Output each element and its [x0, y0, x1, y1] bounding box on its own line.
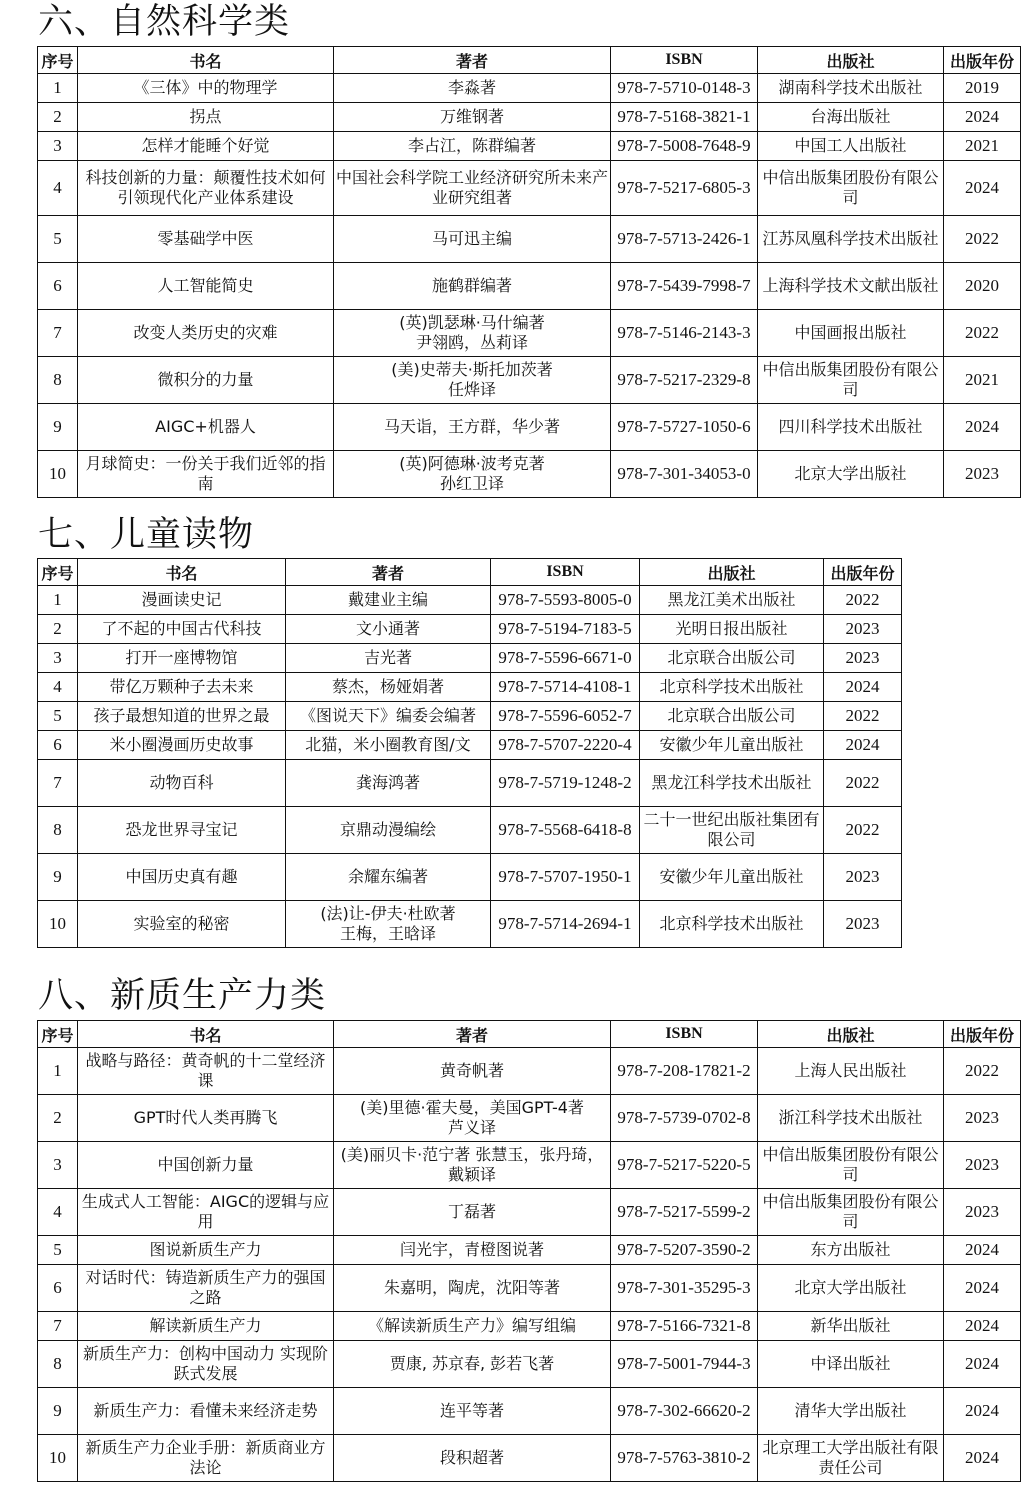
book-title: 新质生产力：看懂未来经济走势: [78, 1388, 334, 1435]
section-title-productivity: 八、新质生产力类: [38, 976, 327, 1016]
book-author: (英)阿德琳·波考克著 孙红卫译: [334, 451, 611, 498]
table-header-row: [38, 47, 1021, 74]
book-number: 4: [38, 673, 78, 702]
col-header-author: 著者: [334, 47, 611, 74]
book-title: 中国历史真有趣: [78, 854, 286, 901]
book-year: 2024: [944, 1435, 1021, 1482]
book-number: 2: [38, 615, 78, 644]
book-publisher: 清华大学出版社: [758, 1388, 944, 1435]
book-isbn: 978-7-5146-2143-3: [611, 310, 758, 357]
book-number: 6: [38, 731, 78, 760]
book-number: 1: [38, 1048, 78, 1095]
book-title: 对话时代：铸造新质生产力的强国之路: [78, 1265, 334, 1312]
book-number: 7: [38, 310, 78, 357]
book-table-productivity: [37, 1020, 1021, 1482]
book-title: 动物百科: [78, 760, 286, 807]
book-title: 新质生产力：创构中国动力 实现阶跃式发展: [78, 1341, 334, 1388]
col-header-year: 出版年份: [944, 1021, 1021, 1048]
book-title: 了不起的中国古代科技: [78, 615, 286, 644]
book-title: 怎样才能睡个好觉: [78, 132, 334, 161]
book-author: 马可迅主编: [334, 216, 611, 263]
book-year: 2024: [824, 731, 902, 760]
table-row: [38, 854, 902, 901]
table-row: [38, 1095, 1021, 1142]
book-title: 实验室的秘密: [78, 901, 286, 948]
book-publisher: 浙江科学技术出版社: [758, 1095, 944, 1142]
book-publisher: 东方出版社: [758, 1236, 944, 1265]
book-title: 新质生产力企业手册：新质商业方法论: [78, 1435, 334, 1482]
book-author: 吉光著: [286, 644, 491, 673]
book-author: 黄奇帆著: [334, 1048, 611, 1095]
book-number: 6: [38, 1265, 78, 1312]
col-header-no: 序号: [38, 47, 78, 74]
table-row: [38, 644, 902, 673]
table-header-row: [38, 559, 902, 586]
book-isbn: 978-7-302-66620-2: [611, 1388, 758, 1435]
col-header-title: 书名: [78, 1021, 334, 1048]
book-isbn: 978-7-301-34053-0: [611, 451, 758, 498]
book-isbn: 978-7-5710-0148-3: [611, 74, 758, 103]
table-row: [38, 404, 1021, 451]
section-title-children: 七、儿童读物: [38, 515, 255, 555]
book-isbn: 978-7-5001-7944-3: [611, 1341, 758, 1388]
book-author: 《解读新质生产力》编写组编: [334, 1312, 611, 1341]
book-author: 段积超著: [334, 1435, 611, 1482]
col-header-isbn: ISBN: [491, 559, 640, 586]
book-year: 2023: [944, 451, 1021, 498]
book-isbn: 978-7-5008-7648-9: [611, 132, 758, 161]
book-publisher: 二十一世纪出版社集团有限公司: [640, 807, 824, 854]
book-year: 2024: [944, 103, 1021, 132]
book-year: 2022: [944, 216, 1021, 263]
book-isbn: 978-7-5593-8005-0: [491, 586, 640, 615]
section-title-science: 六、自然科学类: [38, 2, 291, 42]
book-year: 2022: [944, 1048, 1021, 1095]
col-header-isbn: ISBN: [611, 47, 758, 74]
table-row: [38, 586, 902, 615]
book-title: 生成式人工智能：AIGC的逻辑与应用: [78, 1189, 334, 1236]
book-isbn: 978-7-5217-5599-2: [611, 1189, 758, 1236]
book-author: 余耀东编著: [286, 854, 491, 901]
book-title: 人工智能简史: [78, 263, 334, 310]
book-author: 丁磊著: [334, 1189, 611, 1236]
book-publisher: 北京科学技术出版社: [640, 901, 824, 948]
table-row: [38, 1388, 1021, 1435]
book-author: 中国社会科学院工业经济研究所未来产业研究组著: [334, 161, 611, 216]
book-number: 3: [38, 132, 78, 161]
book-title: 解读新质生产力: [78, 1312, 334, 1341]
book-year: 2020: [944, 263, 1021, 310]
book-year: 2023: [824, 644, 902, 673]
table-row: [38, 310, 1021, 357]
book-publisher: 江苏凤凰科学技术出版社: [758, 216, 944, 263]
book-isbn: 978-7-5217-2329-8: [611, 357, 758, 404]
book-publisher: 上海科学技术文献出版社: [758, 263, 944, 310]
book-number: 8: [38, 807, 78, 854]
book-author: (美)丽贝卡·范宁著 张慧玉，张丹琦，戴颖译: [334, 1142, 611, 1189]
table-row: [38, 216, 1021, 263]
col-header-no: 序号: [38, 559, 78, 586]
book-year: 2022: [824, 807, 902, 854]
col-header-title: 书名: [78, 47, 334, 74]
table-row: [38, 702, 902, 731]
book-number: 10: [38, 1435, 78, 1482]
book-isbn: 978-7-5763-3810-2: [611, 1435, 758, 1482]
book-number: 2: [38, 1095, 78, 1142]
book-year: 2022: [824, 760, 902, 807]
table-row: [38, 1236, 1021, 1265]
table-row: [38, 1142, 1021, 1189]
book-title: 带亿万颗种子去未来: [78, 673, 286, 702]
book-title: 微积分的力量: [78, 357, 334, 404]
book-author: 闫光宇，青橙图说著: [334, 1236, 611, 1265]
table-row: [38, 357, 1021, 404]
table-row: [38, 451, 1021, 498]
table-row: [38, 103, 1021, 132]
book-year: 2024: [944, 1312, 1021, 1341]
book-title: 恐龙世界寻宝记: [78, 807, 286, 854]
book-year: 2024: [944, 404, 1021, 451]
col-header-year: 出版年份: [824, 559, 902, 586]
book-number: 10: [38, 451, 78, 498]
book-title: 战略与路径：黄奇帆的十二堂经济课: [78, 1048, 334, 1095]
book-isbn: 978-7-5739-0702-8: [611, 1095, 758, 1142]
book-number: 6: [38, 263, 78, 310]
table-row: [38, 731, 902, 760]
book-isbn: 978-7-5719-1248-2: [491, 760, 640, 807]
book-number: 3: [38, 1142, 78, 1189]
book-publisher: 中信出版集团股份有限公司: [758, 1142, 944, 1189]
book-number: 8: [38, 1341, 78, 1388]
book-publisher: 中译出版社: [758, 1341, 944, 1388]
book-isbn: 978-7-5713-2426-1: [611, 216, 758, 263]
table-row: [38, 132, 1021, 161]
table-row: [38, 807, 902, 854]
book-year: 2022: [824, 586, 902, 615]
book-isbn: 978-7-5727-1050-6: [611, 404, 758, 451]
book-title: 图说新质生产力: [78, 1236, 334, 1265]
book-author: 万维钢著: [334, 103, 611, 132]
book-title: 孩子最想知道的世界之最: [78, 702, 286, 731]
table-row: [38, 1435, 1021, 1482]
book-publisher: 安徽少年儿童出版社: [640, 854, 824, 901]
book-author: (美)里德·霍夫曼，美国GPT-4著 芦义译: [334, 1095, 611, 1142]
book-title: 中国创新力量: [78, 1142, 334, 1189]
book-author: 李淼著: [334, 74, 611, 103]
book-publisher: 光明日报出版社: [640, 615, 824, 644]
book-publisher: 北京理工大学出版社有限责任公司: [758, 1435, 944, 1482]
book-number: 3: [38, 644, 78, 673]
book-year: 2022: [944, 310, 1021, 357]
book-number: 1: [38, 74, 78, 103]
book-year: 2024: [944, 1388, 1021, 1435]
table-row: [38, 673, 902, 702]
book-publisher: 黑龙江美术出版社: [640, 586, 824, 615]
book-number: 10: [38, 901, 78, 948]
book-publisher: 中信出版集团股份有限公司: [758, 357, 944, 404]
book-isbn: 978-7-301-35295-3: [611, 1265, 758, 1312]
col-header-isbn: ISBN: [611, 1021, 758, 1048]
book-title: 科技创新的力量：颠覆性技术如何引领现代化产业体系建设: [78, 161, 334, 216]
book-year: 2023: [824, 901, 902, 948]
book-year: 2023: [944, 1095, 1021, 1142]
book-author: 施鹤群编著: [334, 263, 611, 310]
table-row: [38, 1312, 1021, 1341]
book-publisher: 四川科学技术出版社: [758, 404, 944, 451]
book-isbn: 978-7-5714-4108-1: [491, 673, 640, 702]
book-publisher: 北京大学出版社: [758, 451, 944, 498]
book-year: 2022: [824, 702, 902, 731]
book-publisher: 中国工人出版社: [758, 132, 944, 161]
book-title: 改变人类历史的灾难: [78, 310, 334, 357]
book-author: (法)让-伊夫·杜欧著 王梅，王晗译: [286, 901, 491, 948]
book-number: 8: [38, 357, 78, 404]
book-title: GPT时代人类再腾飞: [78, 1095, 334, 1142]
book-year: 2024: [944, 161, 1021, 216]
book-author: 朱嘉明，陶虎，沈阳等著: [334, 1265, 611, 1312]
book-number: 9: [38, 854, 78, 901]
table-row: [38, 74, 1021, 103]
col-header-publisher: 出版社: [640, 559, 824, 586]
book-publisher: 北京大学出版社: [758, 1265, 944, 1312]
col-header-author: 著者: [334, 1021, 611, 1048]
book-isbn: 978-7-5439-7998-7: [611, 263, 758, 310]
book-publisher: 中信出版集团股份有限公司: [758, 1189, 944, 1236]
book-title: AIGC+机器人: [78, 404, 334, 451]
book-year: 2019: [944, 74, 1021, 103]
book-number: 9: [38, 1388, 78, 1435]
col-header-year: 出版年份: [944, 47, 1021, 74]
book-title: 漫画读史记: [78, 586, 286, 615]
book-title: 拐点: [78, 103, 334, 132]
book-publisher: 北京联合出版公司: [640, 644, 824, 673]
book-title: 零基础学中医: [78, 216, 334, 263]
book-author: (美)史蒂夫·斯托加茨著 任烨译: [334, 357, 611, 404]
book-author: 北猫，米小圈教育图/文: [286, 731, 491, 760]
book-year: 2024: [944, 1341, 1021, 1388]
book-year: 2021: [944, 132, 1021, 161]
table-header-row: [38, 1021, 1021, 1048]
table-row: [38, 1341, 1021, 1388]
book-year: 2023: [944, 1189, 1021, 1236]
book-title: 《三体》中的物理学: [78, 74, 334, 103]
book-isbn: 978-7-5707-1950-1: [491, 854, 640, 901]
book-year: 2023: [824, 854, 902, 901]
book-publisher: 黑龙江科学技术出版社: [640, 760, 824, 807]
book-year: 2023: [824, 615, 902, 644]
table-row: [38, 901, 902, 948]
book-isbn: 978-7-5168-3821-1: [611, 103, 758, 132]
book-table-science: [37, 46, 1021, 498]
book-year: 2021: [944, 357, 1021, 404]
table-row: [38, 161, 1021, 216]
book-author: 京鼎动漫编绘: [286, 807, 491, 854]
book-isbn: 978-7-5596-6052-7: [491, 702, 640, 731]
book-publisher: 北京联合出版公司: [640, 702, 824, 731]
book-number: 1: [38, 586, 78, 615]
col-header-no: 序号: [38, 1021, 78, 1048]
book-author: 戴建业主编: [286, 586, 491, 615]
book-author: 马天诣，王方群，华少著: [334, 404, 611, 451]
book-isbn: 978-7-5166-7321-8: [611, 1312, 758, 1341]
book-author: 蔡杰，杨娅娟著: [286, 673, 491, 702]
book-publisher: 新华出版社: [758, 1312, 944, 1341]
book-number: 5: [38, 1236, 78, 1265]
book-number: 4: [38, 161, 78, 216]
book-title: 打开一座博物馆: [78, 644, 286, 673]
book-publisher: 上海人民出版社: [758, 1048, 944, 1095]
book-year: 2023: [944, 1142, 1021, 1189]
book-publisher: 中信出版集团股份有限公司: [758, 161, 944, 216]
table-row: [38, 1189, 1021, 1236]
book-isbn: 978-7-5707-2220-4: [491, 731, 640, 760]
book-author: 文小通著: [286, 615, 491, 644]
book-author: 《图说天下》编委会编著: [286, 702, 491, 731]
book-isbn: 978-7-5714-2694-1: [491, 901, 640, 948]
col-header-publisher: 出版社: [758, 1021, 944, 1048]
book-number: 9: [38, 404, 78, 451]
book-title: 米小圈漫画历史故事: [78, 731, 286, 760]
book-publisher: 台海出版社: [758, 103, 944, 132]
book-number: 4: [38, 1189, 78, 1236]
book-isbn: 978-7-5596-6671-0: [491, 644, 640, 673]
book-isbn: 978-7-5207-3590-2: [611, 1236, 758, 1265]
book-table-children: [37, 558, 902, 948]
book-publisher: 中国画报出版社: [758, 310, 944, 357]
book-number: 7: [38, 1312, 78, 1341]
table-row: [38, 1265, 1021, 1312]
book-isbn: 978-7-208-17821-2: [611, 1048, 758, 1095]
book-number: 7: [38, 760, 78, 807]
table-row: [38, 760, 902, 807]
table-row: [38, 1048, 1021, 1095]
book-isbn: 978-7-5217-6805-3: [611, 161, 758, 216]
book-number: 2: [38, 103, 78, 132]
col-header-publisher: 出版社: [758, 47, 944, 74]
book-publisher: 湖南科学技术出版社: [758, 74, 944, 103]
book-year: 2024: [944, 1265, 1021, 1312]
book-year: 2024: [824, 673, 902, 702]
book-author: 李占江，陈群编著: [334, 132, 611, 161]
book-publisher: 安徽少年儿童出版社: [640, 731, 824, 760]
book-publisher: 北京科学技术出版社: [640, 673, 824, 702]
table-row: [38, 263, 1021, 310]
col-header-author: 著者: [286, 559, 491, 586]
book-year: 2024: [944, 1236, 1021, 1265]
book-number: 5: [38, 216, 78, 263]
book-author: 贾康, 苏京春, 彭若飞著: [334, 1341, 611, 1388]
book-author: 连平等著: [334, 1388, 611, 1435]
table-row: [38, 615, 902, 644]
book-author: 龚海鸿著: [286, 760, 491, 807]
book-isbn: 978-7-5217-5220-5: [611, 1142, 758, 1189]
book-isbn: 978-7-5568-6418-8: [491, 807, 640, 854]
book-isbn: 978-7-5194-7183-5: [491, 615, 640, 644]
col-header-title: 书名: [78, 559, 286, 586]
book-title: 月球简史：一份关于我们近邻的指南: [78, 451, 334, 498]
book-number: 5: [38, 702, 78, 731]
book-author: (英)凯瑟琳·马什编著 尹翎鸥，丛莉译: [334, 310, 611, 357]
